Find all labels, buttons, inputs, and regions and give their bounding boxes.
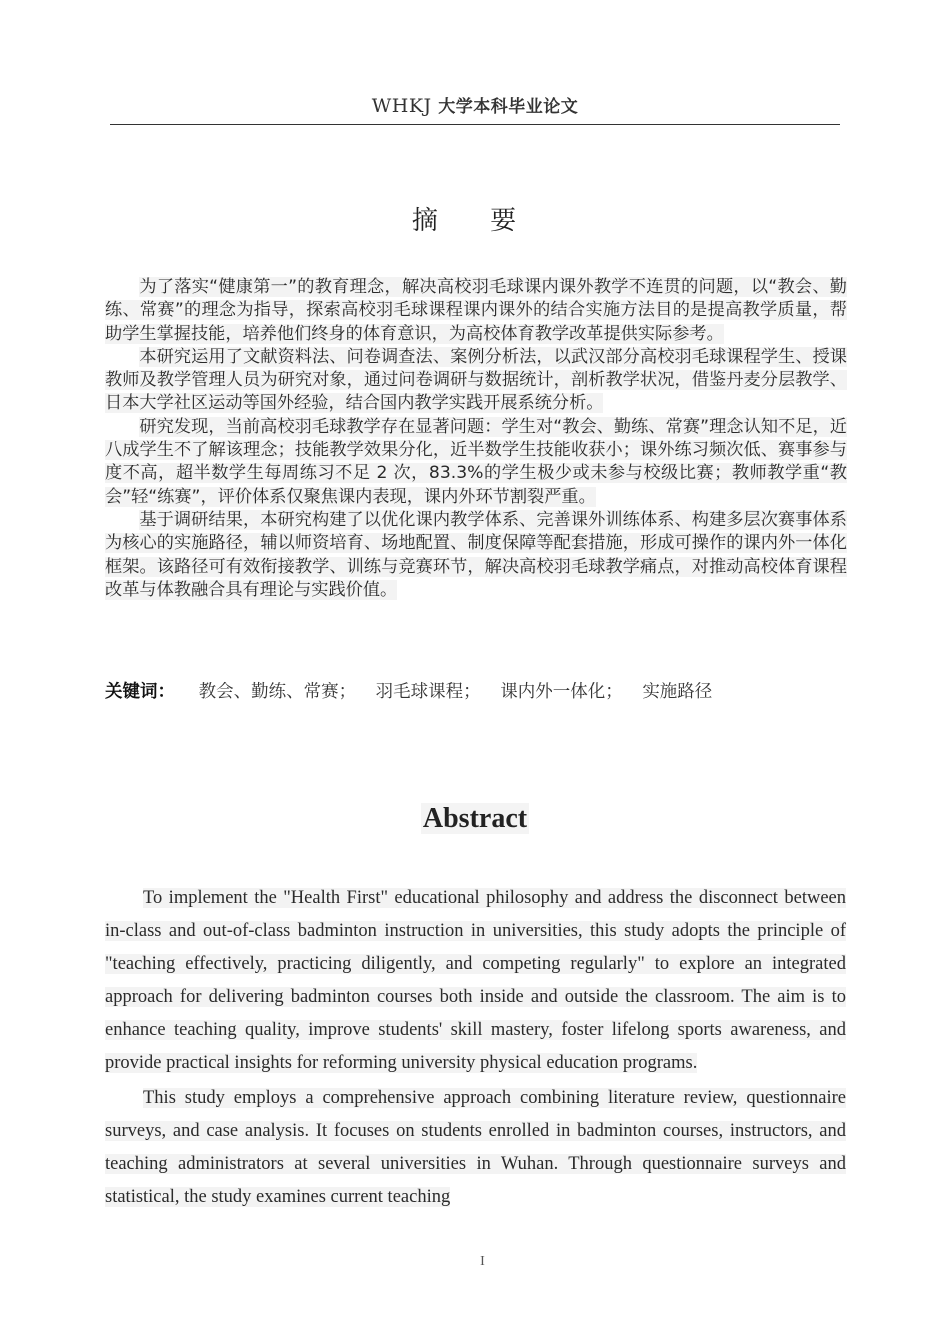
- page-number: I: [480, 1254, 485, 1269]
- abstract-cn-paragraph: 本研究运用了文献资料法、问卷调查法、案例分析法，以武汉部分高校羽毛球课程学生、授课教师及教学管理人员为研究对象，通过问卷调研与数据统计，剖析教学状况，借鉴丹麦分层教学、日本大学社区运动等国外经验，结合国内教学实践开展系统分析。: [105, 346, 847, 414]
- keywords-line: [105, 678, 847, 703]
- abstract-en-body: [105, 882, 846, 1215]
- keyword: 羽毛球课程；: [375, 682, 481, 702]
- keyword: 课内外一体化；: [500, 682, 623, 702]
- abstract-cn-paragraph: 为了落实“健康第一”的教育理念，解决高校羽毛球课内课外教学不连贯的问题，以“教会、勤练、常赛”的理念为指导，探索高校羽毛球课程课内课外的结合实施方法目的是提高教学质量，帮助学生掌握技能，培养他们终身的体育意识，为高校体育教学改革提供实际参考。: [105, 277, 847, 344]
- abstract-cn-body: [105, 276, 847, 602]
- header-title: 大学本科毕业论文: [438, 97, 579, 117]
- abstract-cn-paragraph: 研究发现，当前高校羽毛球教学存在显著问题：学生对“教会、勤练、常赛”理念认知不足，近八成学生不了解该理念；技能教学效果分化，近半数学生技能收获小；课外练习频次低、赛事参与度不高，超半数学生每周练习不足 2 次，83.3%的学生极少或未参与校级比赛；教师教学重“教会”轻“练赛”，评价体系仅聚焦课内表现，课内外环节割裂严重。: [105, 416, 847, 507]
- abstract-en-paragraph: To implement the "Health First" educational philosophy and address the disconnect between in-class and out-of-class badminton instruction in universities, this study adopts the principle of "teaching effectively, practicing diligently, and competing regularly" to explore an integrated approach for delivering badminton courses both inside and outside the classroom. The aim is to enhance teaching quality, improve students' skill mastery, foster lifelong sports awareness, and provide practical insights for reforming university physical education programs.: [105, 888, 846, 1074]
- header-prefix: WHKJ: [371, 95, 432, 117]
- keyword: 教会、勤练、常赛；: [198, 682, 357, 702]
- abstract-cn-title: 摘 要: [411, 206, 539, 236]
- abstract-en-title: Abstract: [422, 803, 528, 834]
- header-rule: [110, 124, 840, 125]
- abstract-cn-paragraph: 基于调研结果，本研究构建了以优化课内教学体系、完善课外训练体系、构建多层次赛事体系为核心的实施路径，辅以师资培育、场地配置、制度保障等配套措施，形成可操作的课内外一体化框架。该路径可有效衔接教学、训练与竞赛环节，解决高校羽毛球教学痛点，对推动高校体育课程改革与体教融合具有理论与实践价值。: [105, 509, 847, 600]
- abstract-en-paragraph: This study employs a comprehensive approach combining literature review, questionnaire surveys, and case analysis. It focuses on students enrolled in badminton courses, instructors, and teaching administrators at several universities in Wuhan. Through questionnaire surveys and statistical, the study examines current teaching: [105, 1087, 846, 1207]
- keywords-label: 关键词：: [105, 682, 175, 702]
- running-header: [110, 92, 840, 117]
- keyword: 实施路径: [642, 682, 713, 702]
